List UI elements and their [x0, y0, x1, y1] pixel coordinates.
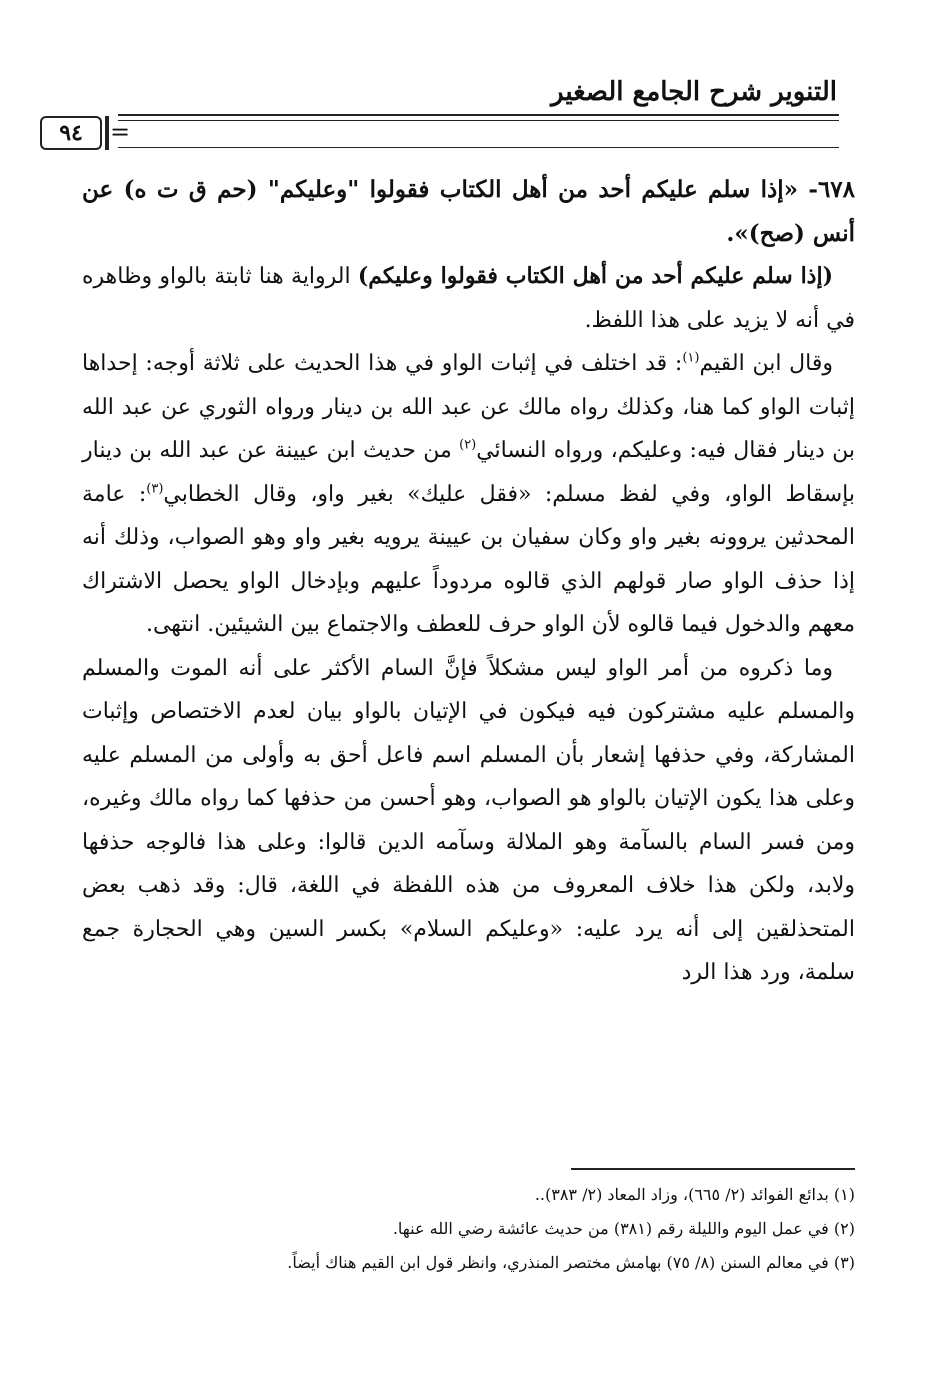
commentary-text: : قد اختلف في إثبات الواو في هذا الحديث على ثلاثة أوجه: إحداها إثبات الواو كما هنا، وكذلك رواه مالك عن عبد الله بن دينار ورواه الثوري عن عبد الله بن دينار فقال فيه: وعليكم، ورواه النسائي: [82, 351, 855, 463]
footnote-ref-2[interactable]: (٢): [459, 437, 477, 453]
commentary-text: من حديث ابن عيينة عن عبد الله بن دينار بإسقاط الواو، وفي لفظ مسلم: «فقل عليك» بغير واو، وقال الخطابي: [82, 438, 855, 507]
running-title: التنوير شرح الجامع الصغير: [551, 77, 837, 107]
footnotes: [82, 1178, 855, 1280]
footnote-ref-3[interactable]: (٣): [146, 481, 164, 497]
commentary-text: الرواية هنا ثابتة بالواو وظاهره في أنه لا يزيد على هذا اللفظ.: [82, 264, 855, 333]
commentary-paragraph-2: [82, 342, 855, 647]
commentary-paragraph-1: [82, 255, 855, 342]
page-number: ٩٤: [40, 116, 102, 150]
commentary-text: : عامة المحدثين يروونه بغير واو وكان سفيان بن عيينة يرويه بغير واو وهو الصواب، وذلك أنه إذا حذف الواو صار قولهم الذي قالوه مردوداً عليهم وبإدخال الواو يحصل الاشتراك معهم والدخول فيما قالوه لأن الواو حرف للعطف والاجتماع بين الشيئين. انتهى.: [82, 481, 855, 637]
footnote-divider: [571, 1168, 855, 1170]
page-number-ornament-mark: =: [110, 118, 131, 146]
page-number-ornament: [105, 116, 109, 150]
header-rule-top: [118, 114, 839, 116]
commentary-text: وقال ابن القيم: [699, 351, 833, 376]
hadith-text: ٦٧٨- «إذا سلم عليكم أحد من أهل الكتاب فقولوا "وعليكم" (حم ق ت ه) عن أنس (صح)».: [82, 176, 855, 247]
footnote-ref-1[interactable]: (١): [682, 350, 700, 366]
hadith-quote: (إذا سلم عليكم أحد من أهل الكتاب فقولوا وعليكم): [357, 263, 833, 289]
header-rule-bottom: [118, 147, 839, 148]
footnote-2: (٢) في عمل اليوم والليلة رقم (٣٨١) من حديث عائشة رضي الله عنها.: [392, 1219, 855, 1238]
footnote-1: (١) بدائع الفوائد (٢/ ٦٦٥)، وزاد المعاد (٢/ ٣٨٣)..: [534, 1185, 855, 1204]
main-text: [82, 168, 855, 995]
footnote-3: (٣) في معالم السنن (٨/ ٧٥) بهامش مختصر المنذري، وانظر قول ابن القيم هناك أيضاً.: [287, 1253, 855, 1272]
header-rule-middle: [118, 120, 839, 121]
commentary-paragraph-3: وما ذكروه من أمر الواو ليس مشكلاً فإنَّ السام الأكثر على أنه الموت والمسلم والمسلم عليه مشتركون فيه فيكون في الإتيان بالواو بيان لعدم الاختصاص وإثبات المشاركة، وفي حذفها إشعار بأن المسلم اسم فاعل أحق به وأولى من المسلم عليه وعلى هذا يكون الإتيان بالواو هو الصواب، وهو أحسن من حذفها كما رواه مالك وغيره، ومن فسر السام بالسآمة وهو الملالة وسآمه الدين قالوا: وعلى هذا فالوجه حذفها ولابد، ولكن هذا خلاف المعروف من هذه اللفظة في اللغة، قال: وقد ذهب بعض المتحذلقين إلى أنه يرد عليه: «وعليكم السلام» بكسر السين وهي الحجارة جمع سلمة، ورد هذا الرد: [82, 655, 855, 985]
